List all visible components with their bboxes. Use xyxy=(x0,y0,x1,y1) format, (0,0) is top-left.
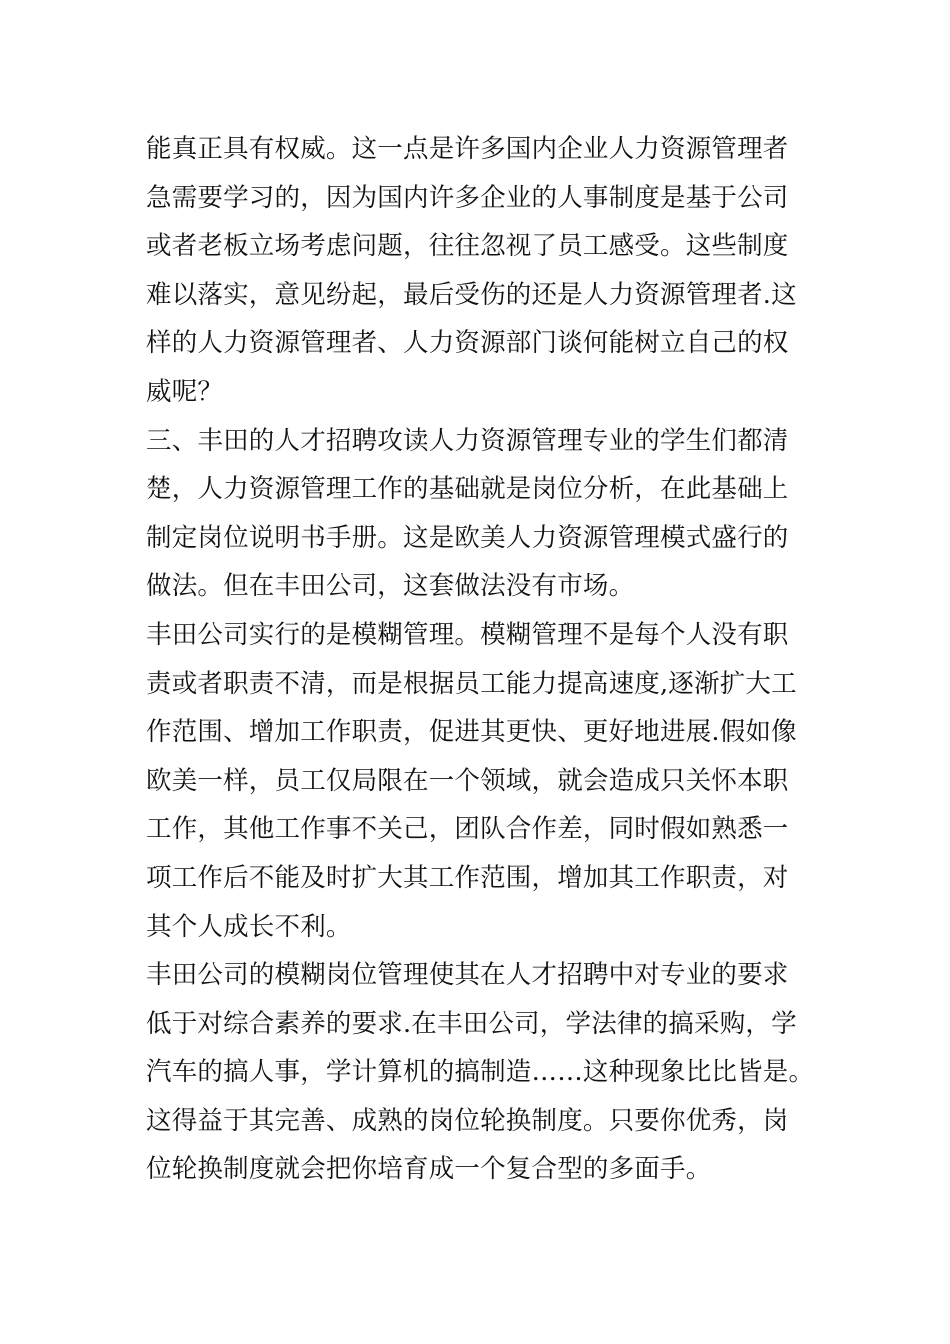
text-line: 低于对综合素养的要求.在丰田公司，学法律的搞采购，学 xyxy=(146,1008,797,1039)
text-line: 难以落实，意见纷起，最后受伤的还是人力资源管理者.这 xyxy=(146,279,797,310)
text-line: 其个人成长不利。 xyxy=(146,911,352,942)
text-line: 制定岗位说明书手册。这是欧美人力资源管理模式盛行的 xyxy=(146,522,789,553)
text-line: 三、丰田的人才招聘攻读人力资源管理专业的学生们都清 xyxy=(146,425,789,456)
body-text xyxy=(146,125,815,1194)
text-line: 作范围、增加工作职责，促进其更快、更好地进展.假如像 xyxy=(146,717,797,748)
text-line: 责或者职责不清，而是根据员工能力提高速度,逐渐扩大工 xyxy=(146,668,797,699)
text-line: 项工作后不能及时扩大其工作范围，增加其工作职责，对 xyxy=(146,862,789,893)
text-line: 汽车的搞人事，学计算机的搞制造……这种现象比比皆是。 xyxy=(146,1057,815,1088)
text-line: 这得益于其完善、成熟的岗位轮换制度。只要你优秀，岗 xyxy=(146,1105,789,1136)
text-line: 工作，其他工作事不关己，团队合作差，同时假如熟悉一 xyxy=(146,814,789,845)
text-line: 威呢？ xyxy=(146,376,224,407)
text-line: 样的人力资源管理者、人力资源部门谈何能树立自己的权 xyxy=(146,328,789,359)
text-line: 做法。但在丰田公司，这套做法没有市场。 xyxy=(146,571,635,602)
text-line: 丰田公司的模糊岗位管理使其在人才招聘中对专业的要求 xyxy=(146,960,789,991)
text-line: 或者老板立场考虑问题，往往忽视了员工感受。这些制度 xyxy=(146,231,789,262)
text-line: 能真正具有权威。这一点是许多国内企业人力资源管理者 xyxy=(146,134,789,164)
text-line: 欧美一样，员工仅局限在一个领域，就会造成只关怀本职 xyxy=(146,765,789,796)
text-line: 位轮换制度就会把你培育成一个复合型的多面手。 xyxy=(146,1154,712,1185)
text-line: 丰田公司实行的是模糊管理。模糊管理不是每个人没有职 xyxy=(146,619,789,650)
text-line: 楚，人力资源管理工作的基础就是岗位分析，在此基础上 xyxy=(146,474,789,505)
text-line: 急需要学习的，因为国内许多企业的人事制度是基于公司 xyxy=(146,182,789,213)
